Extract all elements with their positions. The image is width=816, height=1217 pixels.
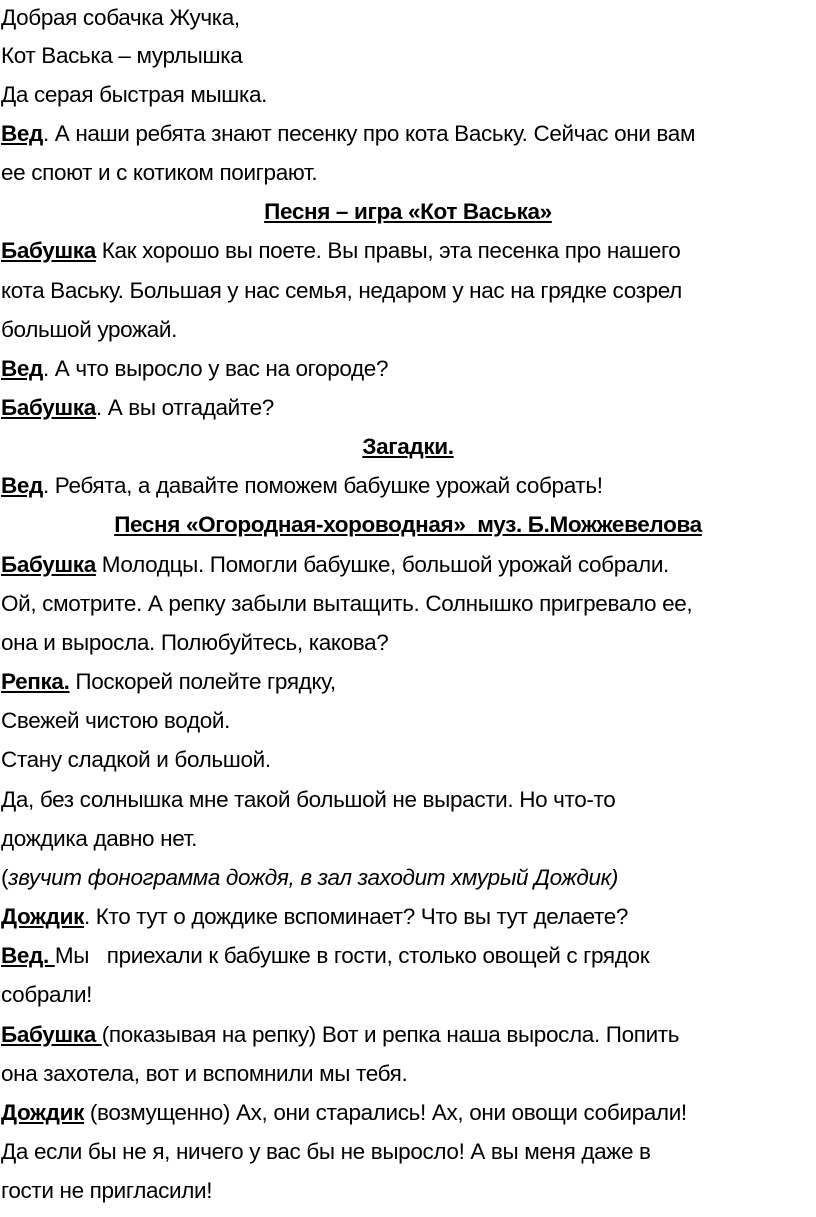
text-line [1,315,177,345]
line-text: дождика давно нет. [1,826,197,851]
line-text: ( [1,865,9,890]
line-text: Ой, смотрите. А репку забыли вытащить. Солнышко пригревало ее, [1,591,693,616]
line-text: Поскорей полейте грядку, [69,669,336,694]
line-text: Добрая собачка Жучка, [1,5,240,30]
section-heading [0,510,816,540]
text-line [1,1098,687,1128]
line-text: . А что выросло у вас на огороде? [43,356,389,381]
line-text: Стану сладкой и большой. [1,747,271,772]
text-line [1,1020,679,1050]
speaker-label: Вед [1,356,43,381]
speaker-label: Вед [1,121,43,146]
text-line [1,1176,212,1206]
line-text: Как хорошо вы поете. Вы правы, эта песенка про нашего [95,238,681,263]
text-line [1,1059,407,1089]
speaker-label: Дождик [1,1100,84,1125]
speaker-label: Бабушка [1,552,96,577]
stage-direction [1,863,618,893]
line-text: Да серая быстрая мышка. [1,82,268,107]
text-line [1,393,274,423]
text-line [1,3,240,33]
text-line [1,628,388,658]
line-text: . А наши ребята знают песенку про кота Ваську. Сейчас они вам [43,121,696,146]
text-line [1,471,603,501]
text-line [1,550,669,580]
speaker-label: Бабушка [1,1022,102,1047]
text-line [1,80,267,110]
speaker-label: Вед [1,473,43,498]
section-heading [0,432,816,462]
line-text: . Ребята, а давайте поможем бабушке урожай собрать! [43,473,603,498]
text-line [1,941,649,971]
stage-direction-text: звучит фонограмма дождя, в зал заходит хмурый Дождик) [8,865,619,890]
text-line [1,158,317,188]
line-text: она и выросла. Полюбуйтесь, какова? [1,630,389,655]
speaker-label: Бабушка [1,238,96,263]
line-text: Молодцы. Помогли бабушке, большой урожай собрали. [95,552,669,577]
line-text: (показывая на репку) Вот и репка наша выросла. Попить [101,1022,680,1047]
text-line [1,980,92,1010]
heading-text: Загадки. [362,434,454,459]
line-text: Свежей чистою водой. [1,708,231,733]
section-heading [0,197,816,227]
text-line [1,41,242,71]
heading-text: Песня «Огородная-хороводная» муз. Б.Можжевелова [114,512,702,537]
speaker-label: Бабушка [1,395,96,420]
line-text: . А вы отгадайте? [95,395,274,420]
text-line [1,1137,651,1167]
line-text: Кот Васька – мурлышка [1,43,243,68]
text-line [1,354,388,384]
text-line [1,119,695,149]
line-text: . Кто тут о дождике вспоминает? Что вы тут делаете? [83,904,629,929]
text-line [1,785,615,815]
line-text: гости не пригласили! [1,1178,213,1203]
speaker-label: Дождик [1,904,84,929]
text-line [1,745,271,775]
text-line [1,902,628,932]
speaker-label: Репка. [1,669,70,694]
line-text: она захотела, вот и вспомнили мы тебя. [1,1061,408,1086]
text-line [1,706,230,736]
text-line [1,824,197,854]
line-text: Да если бы не я, ничего у вас бы не выросло! А вы меня даже в [1,1139,651,1164]
line-text: ее споют и с котиком поиграют. [1,160,318,185]
line-text: Да, без солнышка мне такой большой не вырасти. Но что-то [1,787,616,812]
line-text: большой урожай. [1,317,178,342]
text-line [1,276,682,306]
text-line [1,236,680,266]
text-line [1,667,336,697]
line-text: собрали! [1,982,93,1007]
text-line [1,589,692,619]
speaker-label: Вед. [1,943,55,968]
line-text: Мы приехали к бабушке в гости, столько овощей с грядок [54,943,650,968]
heading-text: Песня – игра «Кот Васька» [264,199,552,224]
line-text: (возмущенно) Ах, они старались! Ах, они овощи собирали! [83,1100,687,1125]
line-text: кота Ваську. Большая у нас семья, недаром у нас на грядке созрел [1,278,682,303]
